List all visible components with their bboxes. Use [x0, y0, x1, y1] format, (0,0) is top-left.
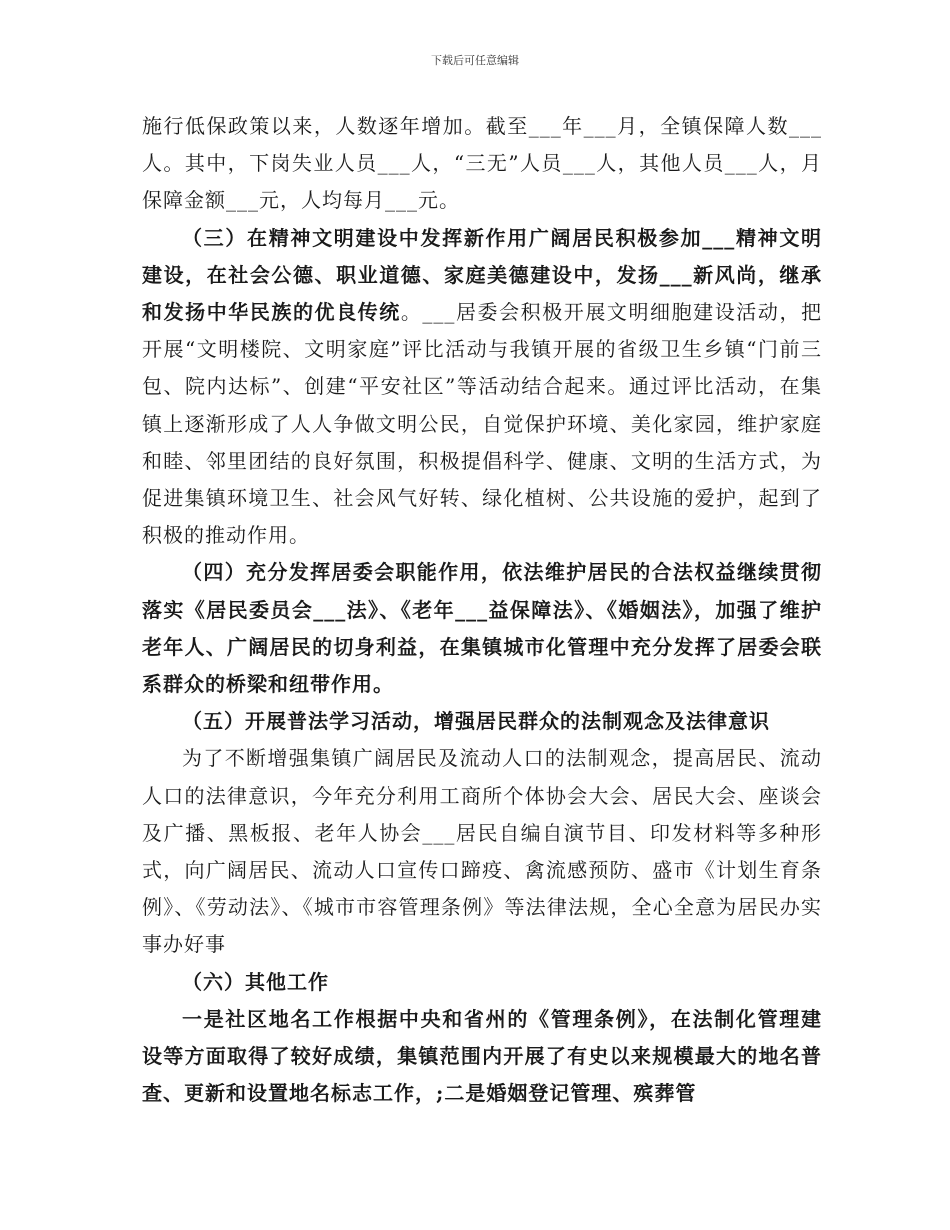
- document-body: [142, 108, 822, 1112]
- page-header-note: 下载后可任意编辑: [431, 54, 519, 67]
- section-five-body: 为了不断增强集镇广阔居民及流动人口的法制观念，提高居民、流动人口的法律意识，今年充分利用工商所个体协会大会、居民大会、座谈会及广播、黑板报、老年人协会___居民自编自演节目、印发材料等多种形式，向广阔居民、流动人口宣传口蹄疫、禽流感预防、盛市《计划生育条例》、《劳动法》、《城市市容管理条例》等法律法规，全心全意为居民办实事办好事: [142, 746, 822, 957]
- section-six-heading: （六）其他工作: [182, 969, 329, 994]
- section-six-body: 一是社区地名工作根据中央和省州的《管理条例》，在法制化管理建设等方面取得了较好成绩，集镇范围内开展了有史以来规模最大的地名普查、更新和设置地名标志工作，;二是婚姻登记管理、殡葬管: [142, 1006, 822, 1106]
- section-four-paragraph: （四）充分发挥居委会职能作用，依法维护居民的合法权益继续贯彻落实《居民委员会___法》、《老年___益保障法》、《婚姻法》，加强了维护老年人、广阔居民的切身利益，在集镇城市化管理中充分发挥了居委会联系群众的桥梁和纽带作用。: [142, 560, 822, 697]
- paragraph-low-income-stats: 施行低保政策以来，人数逐年增加。截至___年___月，全镇保障人数___人。其中，下岗失业人员___人，“三无”人员___人，其他人员___人，月保障金额___元，人均每月___元。: [142, 114, 822, 213]
- paragraph-spiritual-civilization: [142, 220, 822, 555]
- section-five-heading: （五）开展普法学习活动，增强居民群众的法制观念及法律意识: [182, 709, 770, 734]
- section-three-heading: （三）在精神文明建设中发挥新作用广阔居民积极参加___精神文明建设，在社会公德、职业道德、家庭美德建设中，发扬___新风尚，继承和发扬中华民族的优良传统: [142, 225, 822, 325]
- section-three-body: 。___居委会积极开展文明细胞建设活动，把开展“文明楼院、文明家庭”评比活动与我镇开展的省级卫生乡镇“门前三包、院内达标”、创建“平安社区”等活动结合起来。通过评比活动，在集镇上逐渐形成了人人争做文明公民，自觉保护环境、美化家园，维护家庭和睦、邻里团结的良好氛围，积极提倡科学、健康、文明的生活方式，为促进集镇环境卫生、社会风气好转、绿化植树、公共设施的爱护，起到了积极的推动作用。: [142, 300, 823, 548]
